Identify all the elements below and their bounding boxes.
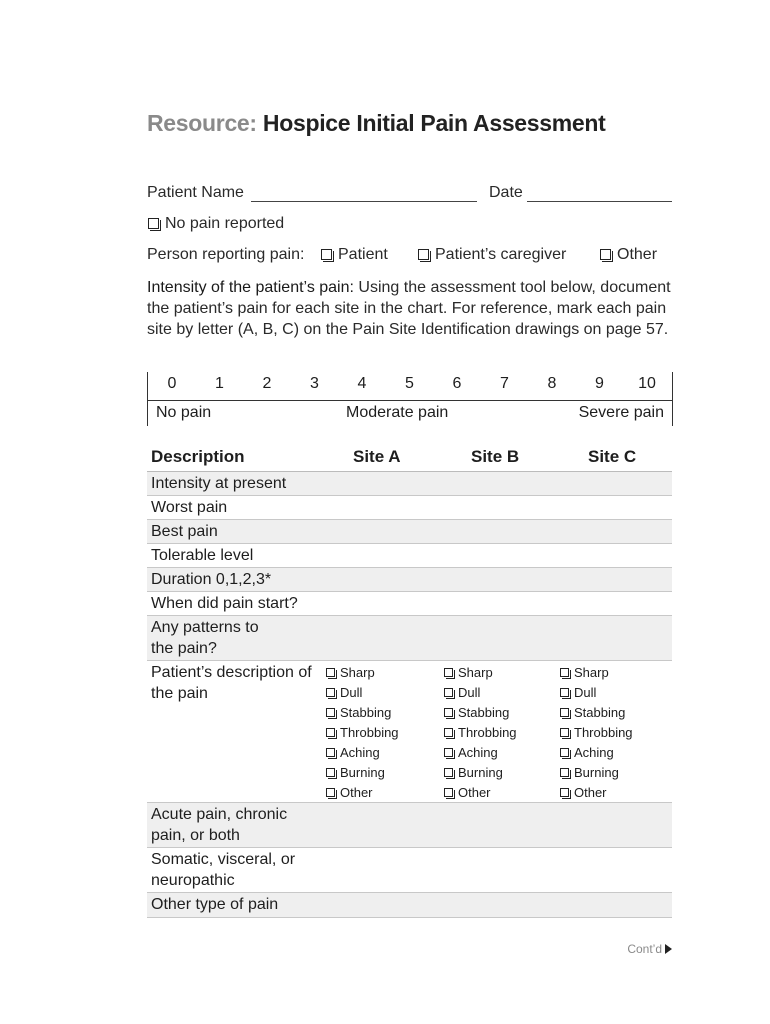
pain-type-option[interactable]: [326, 783, 399, 803]
scale-number: 5: [405, 375, 414, 392]
cell-site-c[interactable]: [552, 568, 664, 591]
cell-site-b[interactable]: [436, 592, 548, 615]
pain-type-label: Dull: [458, 685, 481, 700]
row-description: Duration 0,1,2,3*: [151, 571, 272, 588]
pain-type-label: Throbbing: [458, 725, 517, 740]
scale-number: 10: [638, 375, 656, 392]
reporter-caregiver-checkbox[interactable]: [418, 249, 429, 260]
pain-type-label: Burning: [458, 765, 503, 780]
cell-site-a[interactable]: [318, 893, 430, 917]
continued-indicator: [627, 942, 672, 956]
pain-type-option[interactable]: [560, 783, 633, 803]
checkbox[interactable]: [560, 768, 569, 777]
pain-type-option[interactable]: [560, 683, 633, 703]
reporter-patient-checkbox[interactable]: [321, 249, 332, 260]
checkbox[interactable]: [326, 668, 335, 677]
pain-type-label: Dull: [574, 685, 597, 700]
checkbox[interactable]: [444, 668, 453, 677]
cell-site-c[interactable]: [552, 616, 664, 660]
continued-label: Cont’d: [627, 942, 662, 956]
pain-type-label: Burning: [574, 765, 619, 780]
table-row: [147, 616, 672, 661]
pain-type-option[interactable]: [560, 663, 633, 683]
pain-type-option[interactable]: [326, 703, 399, 723]
pain-type-label: Sharp: [574, 665, 609, 680]
pain-type-option[interactable]: [560, 763, 633, 783]
reporter-label: Person reporting pain:: [147, 246, 305, 263]
reporter-option-patient[interactable]: [321, 246, 388, 264]
cell-site-b[interactable]: [436, 893, 548, 917]
row-description: Somatic, visceral, or neuropathic: [151, 851, 296, 889]
pain-type-label: Aching: [340, 745, 380, 760]
intensity-instructions: [147, 277, 672, 340]
cell-site-c[interactable]: [552, 592, 664, 615]
pain-type-label: Other: [574, 785, 607, 800]
pain-type-option[interactable]: [326, 743, 399, 763]
checkbox[interactable]: [444, 728, 453, 737]
header-site-b: Site B: [471, 447, 520, 466]
cell-site-b[interactable]: [436, 544, 548, 567]
no-pain-option[interactable]: [148, 215, 284, 233]
row-description: Best pain: [151, 523, 218, 540]
checkbox[interactable]: [326, 788, 335, 797]
table-body: [147, 472, 672, 918]
row-description: When did pain start?: [151, 595, 298, 612]
table-row: [147, 848, 672, 893]
pain-type-label: Other: [340, 785, 373, 800]
pain-scale: [147, 372, 673, 426]
cell-site-b[interactable]: [436, 616, 548, 660]
scale-number: 7: [500, 375, 509, 392]
scale-high-label: Severe pain: [578, 404, 664, 421]
row-description: Any patterns to the pain?: [151, 619, 259, 657]
checkbox[interactable]: [326, 728, 335, 737]
pain-type-option[interactable]: [326, 763, 399, 783]
checkbox[interactable]: [560, 748, 569, 757]
date-field[interactable]: [527, 201, 672, 202]
cell-site-c[interactable]: [552, 544, 664, 567]
pain-type-label: Sharp: [458, 665, 493, 680]
table-row: [147, 893, 672, 918]
cell-site-b[interactable]: [436, 568, 548, 591]
pain-type-option[interactable]: [444, 743, 517, 763]
scale-number: 4: [357, 375, 367, 392]
cell-site-c[interactable]: [552, 803, 664, 847]
pain-type-option[interactable]: [560, 743, 633, 763]
pain-type-options-site-c: [560, 663, 633, 803]
row-description: Intensity at present: [151, 475, 287, 492]
pain-type-label: Aching: [574, 745, 614, 760]
pain-type-label: Stabbing: [574, 705, 626, 720]
pain-type-label: Sharp: [340, 665, 375, 680]
cell-site-b[interactable]: [436, 520, 548, 543]
table-row: [147, 661, 672, 803]
pain-type-option[interactable]: [560, 723, 633, 743]
row-description: Patient’s description of the pain: [151, 664, 312, 702]
pain-type-label: Other: [458, 785, 491, 800]
pain-type-option[interactable]: [444, 663, 517, 683]
cell-site-a[interactable]: [318, 568, 430, 591]
cell-site-b[interactable]: [436, 848, 548, 892]
cell-site-c[interactable]: [552, 848, 664, 892]
row-description: Acute pain, chronic pain, or both: [151, 806, 288, 844]
scale-number: 9: [595, 375, 604, 392]
cell-site-b[interactable]: [436, 472, 548, 495]
scale-divider: [148, 400, 672, 401]
checkbox[interactable]: [560, 688, 569, 697]
table-row: [147, 568, 672, 592]
reporter-other-label: Other: [617, 246, 658, 263]
pain-type-options-site-a: [326, 663, 399, 803]
checkbox[interactable]: [444, 688, 453, 697]
pain-assessment-table: [147, 444, 672, 918]
pain-type-option[interactable]: [444, 723, 517, 743]
checkbox[interactable]: [560, 708, 569, 717]
table-row: [147, 544, 672, 568]
reporter-caregiver-label: Patient’s caregiver: [435, 246, 567, 263]
pain-type-label: Throbbing: [574, 725, 633, 740]
header-description: Description: [151, 447, 245, 466]
reporter-other-checkbox[interactable]: [600, 249, 611, 260]
pain-type-option[interactable]: [560, 703, 633, 723]
checkbox[interactable]: [444, 788, 453, 797]
cell-site-a[interactable]: [318, 592, 430, 615]
header-site-a: Site A: [353, 447, 401, 466]
patient-name-field[interactable]: [251, 201, 477, 202]
checkbox[interactable]: [444, 748, 453, 757]
title-main: Hospice Initial Pain Assessment: [262, 110, 606, 136]
table-row: [147, 472, 672, 496]
cell-site-c[interactable]: [552, 520, 664, 543]
pain-type-option[interactable]: [326, 663, 399, 683]
pain-type-option[interactable]: [444, 783, 517, 803]
reporter-patient-label: Patient: [338, 246, 388, 263]
table-row: [147, 803, 672, 848]
reporter-option-caregiver[interactable]: [418, 246, 566, 264]
scale-number: 1: [215, 375, 224, 392]
checkbox[interactable]: [560, 668, 569, 677]
table-row: [147, 592, 672, 616]
checkbox[interactable]: [444, 768, 453, 777]
scale-low-label: No pain: [156, 404, 212, 421]
intensity-text: Using the assessment tool below, document the patient’s pain for each site in the chart. For reference, mark each pain site by letter (A, B, C) on the Pain Site Identification drawings on page 57.: [147, 279, 671, 338]
cell-site-c[interactable]: [552, 496, 664, 519]
table-row: [147, 496, 672, 520]
cell-site-a[interactable]: [318, 472, 430, 495]
pain-type-label: Dull: [340, 685, 363, 700]
pain-type-option[interactable]: [326, 723, 399, 743]
page-title: [147, 110, 606, 137]
checkbox[interactable]: [326, 748, 335, 757]
scale-number: 2: [262, 375, 272, 392]
cell-site-a[interactable]: [318, 848, 430, 892]
scale-mid-label: Moderate pain: [346, 404, 449, 421]
row-description: Worst pain: [151, 499, 228, 516]
pain-type-options-site-b: [444, 663, 517, 803]
cell-site-a[interactable]: [318, 520, 430, 543]
cell-site-a[interactable]: [318, 496, 430, 519]
checkbox[interactable]: [444, 708, 453, 717]
pain-type-option[interactable]: [444, 683, 517, 703]
reporter-option-other[interactable]: [600, 246, 657, 264]
table-header: [147, 444, 672, 472]
patient-name-label: Patient Name: [147, 184, 244, 201]
checkbox[interactable]: [560, 728, 569, 737]
intensity-heading: Intensity of the patient’s pain:: [147, 279, 354, 296]
pain-type-option[interactable]: [444, 763, 517, 783]
title-prefix: Resource:: [147, 110, 257, 136]
triangle-right-icon: [665, 944, 672, 954]
pain-type-label: Throbbing: [340, 725, 399, 740]
checkbox[interactable]: [326, 768, 335, 777]
header-site-c: Site C: [588, 447, 637, 466]
table-row: [147, 520, 672, 544]
pain-type-option[interactable]: [444, 703, 517, 723]
pain-type-label: Aching: [458, 745, 498, 760]
scale-numbers: [148, 375, 672, 399]
no-pain-label: No pain reported: [165, 215, 285, 232]
cell-site-c[interactable]: [552, 893, 664, 917]
cell-site-a[interactable]: [318, 544, 430, 567]
pain-type-option[interactable]: [326, 683, 399, 703]
scale-number: 3: [310, 375, 319, 392]
pain-type-label: Stabbing: [458, 705, 510, 720]
row-description: Tolerable level: [151, 547, 254, 564]
no-pain-checkbox[interactable]: [148, 218, 159, 229]
cell-site-a[interactable]: [318, 803, 430, 847]
row-description: Other type of pain: [151, 896, 279, 913]
scale-number: 0: [167, 375, 177, 392]
scale-number: 8: [547, 375, 557, 392]
scale-number: 6: [452, 375, 462, 392]
checkbox[interactable]: [326, 688, 335, 697]
pain-type-label: Burning: [340, 765, 385, 780]
cell-site-b[interactable]: [436, 496, 548, 519]
cell-site-c[interactable]: [552, 472, 664, 495]
checkbox[interactable]: [560, 788, 569, 797]
cell-site-a[interactable]: [318, 616, 430, 660]
checkbox[interactable]: [326, 708, 335, 717]
cell-site-b[interactable]: [436, 803, 548, 847]
pain-type-label: Stabbing: [340, 705, 392, 720]
date-label: Date: [489, 184, 523, 201]
